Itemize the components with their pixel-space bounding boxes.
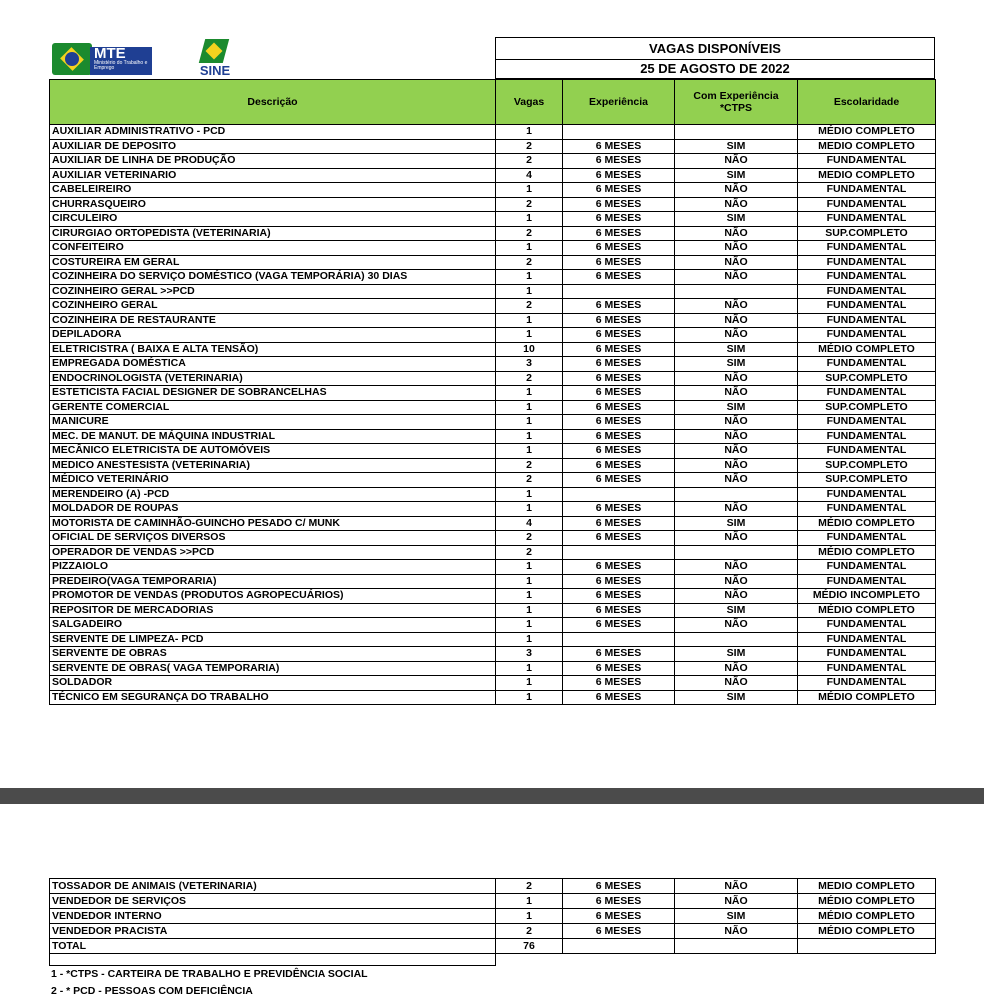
cell-experiencia: [563, 487, 675, 502]
cell-com-experiencia: NÃO: [675, 473, 798, 488]
cell-experiencia: [563, 939, 675, 954]
cell-experiencia: [563, 545, 675, 560]
cell-experiencia: 6 MESES: [563, 197, 675, 212]
cell-com-experiencia: NÃO: [675, 676, 798, 691]
blank-cell: [49, 951, 496, 966]
table-row: [50, 574, 936, 589]
cell-descricao: COZINHEIRA DE RESTAURANTE: [50, 313, 496, 328]
table-row: [50, 415, 936, 430]
table-row: [50, 487, 936, 502]
cell-experiencia: 6 MESES: [563, 357, 675, 372]
cell-descricao: ENDOCRINOLOGISTA (VETERINARIA): [50, 371, 496, 386]
cell-com-experiencia: SIM: [675, 647, 798, 662]
cell-experiencia: 6 MESES: [563, 647, 675, 662]
cell-vagas: 1: [496, 894, 563, 909]
table-row: [50, 328, 936, 343]
cell-descricao: SALGADEIRO: [50, 618, 496, 633]
cell-escolaridade: SUP.COMPLETO: [798, 371, 936, 386]
col-header-com-experiencia: Com Experiência *CTPS: [675, 80, 798, 125]
cell-descricao: TOTAL: [50, 939, 496, 954]
table-row: [50, 531, 936, 546]
cell-experiencia: 6 MESES: [563, 342, 675, 357]
cell-descricao: MERENDEIRO (A) -PCD: [50, 487, 496, 502]
cell-experiencia: [563, 125, 675, 140]
cell-vagas: 1: [496, 400, 563, 415]
cell-escolaridade: FUNDAMENTAL: [798, 531, 936, 546]
cell-escolaridade: FUNDAMENTAL: [798, 313, 936, 328]
table-row: [50, 125, 936, 140]
vacancies-table: [49, 79, 936, 705]
cell-escolaridade: FUNDAMENTAL: [798, 154, 936, 169]
cell-escolaridade: SUP.COMPLETO: [798, 226, 936, 241]
cell-vagas: 1: [496, 909, 563, 924]
cell-escolaridade: MÉDIO COMPLETO: [798, 545, 936, 560]
cell-vagas: 1: [496, 618, 563, 633]
cell-escolaridade: FUNDAMENTAL: [798, 270, 936, 285]
cell-vagas: 10: [496, 342, 563, 357]
cell-descricao: ESTETICISTA FACIAL DESIGNER DE SOBRANCELHAS: [50, 386, 496, 401]
cell-experiencia: 6 MESES: [563, 676, 675, 691]
table-row: [50, 270, 936, 285]
cell-vagas: 1: [496, 603, 563, 618]
table-row: [50, 357, 936, 372]
cell-com-experiencia: [675, 487, 798, 502]
cell-vagas: 1: [496, 676, 563, 691]
col-header-experiencia: Experiência: [563, 80, 675, 125]
cell-escolaridade: FUNDAMENTAL: [798, 487, 936, 502]
cell-com-experiencia: SIM: [675, 690, 798, 705]
cell-descricao: MÉDICO VETERINÁRIO: [50, 473, 496, 488]
cell-descricao: CHURRASQUEIRO: [50, 197, 496, 212]
cell-experiencia: 6 MESES: [563, 444, 675, 459]
cell-vagas: 2: [496, 255, 563, 270]
cell-escolaridade: FUNDAMENTAL: [798, 255, 936, 270]
table-row: [50, 690, 936, 705]
cell-escolaridade: MÉDIO COMPLETO: [798, 603, 936, 618]
cell-vagas: 2: [496, 531, 563, 546]
document-page-2: [0, 804, 984, 1008]
cell-vagas: 4: [496, 516, 563, 531]
cell-vagas: 2: [496, 226, 563, 241]
cell-vagas: 2: [496, 545, 563, 560]
table-row: [50, 183, 936, 198]
table-row: [50, 647, 936, 662]
table-row: [50, 255, 936, 270]
cell-com-experiencia: [675, 632, 798, 647]
cell-vagas: 2: [496, 154, 563, 169]
cell-vagas: 1: [496, 284, 563, 299]
cell-experiencia: 6 MESES: [563, 909, 675, 924]
cell-com-experiencia: NÃO: [675, 574, 798, 589]
cell-descricao: CIRURGIAO ORTOPEDISTA (VETERINARIA): [50, 226, 496, 241]
cell-escolaridade: FUNDAMENTAL: [798, 241, 936, 256]
cell-vagas: 2: [496, 473, 563, 488]
cell-escolaridade: FUNDAMENTAL: [798, 183, 936, 198]
table-row: [50, 342, 936, 357]
footnote-pcd: 2 - * PCD - PESSOAS COM DEFICIÊNCIA: [51, 985, 253, 997]
cell-vagas: 1: [496, 487, 563, 502]
cell-escolaridade: MÉDIO COMPLETO: [798, 690, 936, 705]
cell-experiencia: 6 MESES: [563, 328, 675, 343]
cell-descricao: TOSSADOR DE ANIMAIS (VETERINARIA): [50, 879, 496, 894]
logo-area: [49, 37, 495, 79]
cell-escolaridade: MEDIO COMPLETO: [798, 168, 936, 183]
cell-escolaridade: MÉDIO COMPLETO: [798, 909, 936, 924]
cell-experiencia: 6 MESES: [563, 560, 675, 575]
cell-descricao: VENDEDOR DE SERVIÇOS: [50, 894, 496, 909]
table-row: [50, 618, 936, 633]
table-row: [50, 284, 936, 299]
cell-descricao: MEC. DE MANUT. DE MÁQUINA INDUSTRIAL: [50, 429, 496, 444]
cell-escolaridade: SUP.COMPLETO: [798, 458, 936, 473]
cell-descricao: COZINHEIRA DO SERVIÇO DOMÉSTICO (VAGA TEMPORÁRIA) 30 DIAS: [50, 270, 496, 285]
cell-experiencia: 6 MESES: [563, 386, 675, 401]
cell-vagas: 1: [496, 415, 563, 430]
table-row: [50, 502, 936, 517]
cell-com-experiencia: NÃO: [675, 226, 798, 241]
table-row: [50, 212, 936, 227]
cell-descricao: TÉCNICO EM SEGURANÇA DO TRABALHO: [50, 690, 496, 705]
table-header-row: [50, 80, 936, 125]
cell-experiencia: 6 MESES: [563, 894, 675, 909]
cell-descricao: REPOSITOR DE MERCADORIAS: [50, 603, 496, 618]
cell-com-experiencia: [675, 125, 798, 140]
cell-escolaridade: [798, 939, 936, 954]
cell-descricao: OPERADOR DE VENDAS >>PCD: [50, 545, 496, 560]
cell-vagas: 2: [496, 139, 563, 154]
cell-experiencia: 6 MESES: [563, 415, 675, 430]
cell-escolaridade: FUNDAMENTAL: [798, 284, 936, 299]
cell-experiencia: 6 MESES: [563, 473, 675, 488]
cell-escolaridade: MÉDIO COMPLETO: [798, 516, 936, 531]
cell-experiencia: 6 MESES: [563, 516, 675, 531]
cell-escolaridade: SUP.COMPLETO: [798, 400, 936, 415]
cell-com-experiencia: [675, 284, 798, 299]
cell-com-experiencia: SIM: [675, 400, 798, 415]
table-row: [50, 516, 936, 531]
cell-descricao: PREDEIRO(VAGA TEMPORARIA): [50, 574, 496, 589]
table-row: [50, 603, 936, 618]
cell-com-experiencia: NÃO: [675, 560, 798, 575]
cell-experiencia: 6 MESES: [563, 531, 675, 546]
table-row: [50, 313, 936, 328]
cell-vagas: 1: [496, 212, 563, 227]
cell-escolaridade: FUNDAMENTAL: [798, 299, 936, 314]
cell-descricao: COZINHEIRO GERAL: [50, 299, 496, 314]
cell-vagas: 1: [496, 241, 563, 256]
cell-descricao: VENDEDOR INTERNO: [50, 909, 496, 924]
cell-com-experiencia: NÃO: [675, 299, 798, 314]
table-row: [50, 197, 936, 212]
cell-descricao: MEDICO ANESTESISTA (VETERINARIA): [50, 458, 496, 473]
table-row: [50, 154, 936, 169]
cell-vagas: 1: [496, 560, 563, 575]
cell-vagas: 1: [496, 328, 563, 343]
cell-descricao: SERVENTE DE LIMPEZA- PCD: [50, 632, 496, 647]
cell-experiencia: 6 MESES: [563, 255, 675, 270]
cell-vagas: 1: [496, 502, 563, 517]
footnote-ctps: 1 - *CTPS - CARTEIRA DE TRABALHO E PREVIDÊNCIA SOCIAL: [51, 968, 368, 980]
cell-com-experiencia: NÃO: [675, 618, 798, 633]
cell-descricao: MANICURE: [50, 415, 496, 430]
cell-com-experiencia: SIM: [675, 603, 798, 618]
cell-com-experiencia: NÃO: [675, 255, 798, 270]
cell-descricao: AUXILIAR VETERINARIO: [50, 168, 496, 183]
cell-vagas: 2: [496, 299, 563, 314]
cell-descricao: OFICIAL DE SERVIÇOS DIVERSOS: [50, 531, 496, 546]
col-header-escolaridade: Escolaridade: [798, 80, 936, 125]
cell-com-experiencia: SIM: [675, 357, 798, 372]
cell-experiencia: 6 MESES: [563, 400, 675, 415]
table-row: [50, 924, 936, 939]
cell-vagas: 2: [496, 879, 563, 894]
cell-escolaridade: FUNDAMENTAL: [798, 386, 936, 401]
cell-descricao: MOLDADOR DE ROUPAS: [50, 502, 496, 517]
cell-descricao: AUXILIAR ADMINISTRATIVO - PCD: [50, 125, 496, 140]
cell-escolaridade: SUP.COMPLETO: [798, 473, 936, 488]
cell-descricao: CABELEIREIRO: [50, 183, 496, 198]
brazil-flag-icon: [52, 43, 92, 75]
cell-descricao: GERENTE COMERCIAL: [50, 400, 496, 415]
cell-com-experiencia: NÃO: [675, 371, 798, 386]
cell-experiencia: 6 MESES: [563, 183, 675, 198]
cell-com-experiencia: NÃO: [675, 458, 798, 473]
cell-experiencia: 6 MESES: [563, 154, 675, 169]
cell-vagas: 1: [496, 632, 563, 647]
cell-com-experiencia: NÃO: [675, 313, 798, 328]
cell-experiencia: [563, 284, 675, 299]
footnotes: [51, 966, 368, 1000]
cell-com-experiencia: NÃO: [675, 328, 798, 343]
cell-com-experiencia: SIM: [675, 139, 798, 154]
table-row: [50, 473, 936, 488]
cell-com-experiencia: NÃO: [675, 924, 798, 939]
cell-experiencia: 6 MESES: [563, 371, 675, 386]
cell-descricao: ELETRICISTRA ( BAIXA E ALTA TENSÃO): [50, 342, 496, 357]
cell-descricao: DEPILADORA: [50, 328, 496, 343]
cell-experiencia: 6 MESES: [563, 589, 675, 604]
cell-escolaridade: FUNDAMENTAL: [798, 661, 936, 676]
cell-vagas: 1: [496, 270, 563, 285]
cell-descricao: MOTORISTA DE CAMINHÃO-GUINCHO PESADO C/ MUNK: [50, 516, 496, 531]
cell-escolaridade: MEDIO COMPLETO: [798, 139, 936, 154]
table-row: [50, 458, 936, 473]
cell-experiencia: 6 MESES: [563, 924, 675, 939]
cell-vagas: 1: [496, 429, 563, 444]
vacancies-table-continued: [49, 878, 936, 954]
cell-com-experiencia: NÃO: [675, 415, 798, 430]
table-row: [50, 909, 936, 924]
title-box: [495, 37, 935, 79]
cell-experiencia: 6 MESES: [563, 139, 675, 154]
cell-escolaridade: FUNDAMENTAL: [798, 560, 936, 575]
cell-descricao: COSTUREIRA EM GERAL: [50, 255, 496, 270]
cell-com-experiencia: NÃO: [675, 154, 798, 169]
table-row: [50, 299, 936, 314]
cell-vagas: 3: [496, 647, 563, 662]
cell-com-experiencia: NÃO: [675, 661, 798, 676]
mte-logo-subtitle: Ministério do Trabalho e Emprego: [94, 60, 148, 71]
cell-escolaridade: MÉDIO COMPLETO: [798, 125, 936, 140]
table-row: [50, 661, 936, 676]
cell-experiencia: 6 MESES: [563, 690, 675, 705]
cell-experiencia: [563, 632, 675, 647]
cell-com-experiencia: SIM: [675, 909, 798, 924]
page-separator: [0, 788, 984, 804]
table-row: [50, 386, 936, 401]
cell-descricao: VENDEDOR PRACISTA: [50, 924, 496, 939]
mte-logo-text: MTE: [94, 45, 126, 62]
cell-experiencia: 6 MESES: [563, 168, 675, 183]
cell-vagas: 4: [496, 168, 563, 183]
cell-descricao: CIRCULEIRO: [50, 212, 496, 227]
cell-com-experiencia: NÃO: [675, 589, 798, 604]
cell-escolaridade: FUNDAMENTAL: [798, 502, 936, 517]
cell-descricao: PROMOTOR DE VENDAS (PRODUTOS AGROPECUÁRIOS): [50, 589, 496, 604]
cell-escolaridade: FUNDAMENTAL: [798, 647, 936, 662]
cell-com-experiencia: NÃO: [675, 386, 798, 401]
cell-com-experiencia: [675, 939, 798, 954]
table-row: [50, 879, 936, 894]
cell-com-experiencia: SIM: [675, 342, 798, 357]
cell-experiencia: 6 MESES: [563, 226, 675, 241]
cell-vagas: 1: [496, 589, 563, 604]
table-row: [50, 139, 936, 154]
table-row: [50, 545, 936, 560]
cell-escolaridade: FUNDAMENTAL: [798, 618, 936, 633]
cell-descricao: MECÂNICO ELETRICISTA DE AUTOMÓVEIS: [50, 444, 496, 459]
table-row: [50, 371, 936, 386]
table-row: [50, 168, 936, 183]
table-row: [50, 894, 936, 909]
cell-experiencia: 6 MESES: [563, 299, 675, 314]
cell-descricao: COZINHEIRO GERAL >>PCD: [50, 284, 496, 299]
cell-com-experiencia: NÃO: [675, 879, 798, 894]
cell-vagas: 1: [496, 690, 563, 705]
cell-vagas: 2: [496, 924, 563, 939]
cell-experiencia: 6 MESES: [563, 618, 675, 633]
cell-escolaridade: FUNDAMENTAL: [798, 632, 936, 647]
cell-descricao: EMPREGADA DOMÉSTICA: [50, 357, 496, 372]
cell-experiencia: 6 MESES: [563, 270, 675, 285]
cell-com-experiencia: NÃO: [675, 183, 798, 198]
cell-vagas: 1: [496, 661, 563, 676]
cell-descricao: SERVENTE DE OBRAS: [50, 647, 496, 662]
cell-com-experiencia: NÃO: [675, 241, 798, 256]
cell-escolaridade: FUNDAMENTAL: [798, 415, 936, 430]
cell-descricao: AUXILIAR DE LINHA DE PRODUÇÃO: [50, 154, 496, 169]
page-title: VAGAS DISPONÍVEIS: [496, 38, 934, 60]
cell-descricao: SOLDADOR: [50, 676, 496, 691]
cell-experiencia: 6 MESES: [563, 458, 675, 473]
cell-escolaridade: FUNDAMENTAL: [798, 197, 936, 212]
table-row: [50, 560, 936, 575]
cell-vagas: 1: [496, 183, 563, 198]
cell-com-experiencia: NÃO: [675, 894, 798, 909]
document-header: [49, 37, 935, 79]
cell-com-experiencia: NÃO: [675, 502, 798, 517]
cell-escolaridade: MÉDIO INCOMPLETO: [798, 589, 936, 604]
table-row: [50, 589, 936, 604]
col-header-vagas: Vagas: [496, 80, 563, 125]
cell-vagas: 2: [496, 197, 563, 212]
cell-experiencia: 6 MESES: [563, 879, 675, 894]
page-date: 25 DE AGOSTO DE 2022: [640, 61, 790, 76]
cell-vagas: 1: [496, 444, 563, 459]
cell-com-experiencia: NÃO: [675, 531, 798, 546]
cell-experiencia: 6 MESES: [563, 313, 675, 328]
mte-logo: [52, 43, 152, 75]
cell-com-experiencia: NÃO: [675, 197, 798, 212]
cell-escolaridade: MÉDIO COMPLETO: [798, 924, 936, 939]
table-row: [50, 632, 936, 647]
cell-vagas: 1: [496, 125, 563, 140]
cell-experiencia: 6 MESES: [563, 241, 675, 256]
cell-com-experiencia: NÃO: [675, 270, 798, 285]
cell-descricao: CONFEITEIRO: [50, 241, 496, 256]
cell-escolaridade: FUNDAMENTAL: [798, 328, 936, 343]
cell-experiencia: 6 MESES: [563, 574, 675, 589]
cell-vagas: 1: [496, 574, 563, 589]
cell-com-experiencia: SIM: [675, 516, 798, 531]
sine-mark-icon: [202, 39, 226, 63]
table-row: [50, 676, 936, 691]
table-row: [50, 226, 936, 241]
cell-com-experiencia: NÃO: [675, 429, 798, 444]
cell-escolaridade: MÉDIO COMPLETO: [798, 342, 936, 357]
cell-experiencia: 6 MESES: [563, 603, 675, 618]
cell-descricao: SERVENTE DE OBRAS( VAGA TEMPORARIA): [50, 661, 496, 676]
cell-com-experiencia: [675, 545, 798, 560]
cell-experiencia: 6 MESES: [563, 212, 675, 227]
cell-escolaridade: FUNDAMENTAL: [798, 212, 936, 227]
table-row: [50, 241, 936, 256]
col-header-descricao: Descrição: [50, 80, 496, 125]
cell-escolaridade: FUNDAMENTAL: [798, 574, 936, 589]
table-row: [50, 444, 936, 459]
cell-com-experiencia: SIM: [675, 168, 798, 183]
cell-escolaridade: FUNDAMENTAL: [798, 429, 936, 444]
cell-escolaridade: MÉDIO COMPLETO: [798, 894, 936, 909]
cell-descricao: AUXILIAR DE DEPOSITO: [50, 139, 496, 154]
cell-descricao: PIZZAIOLO: [50, 560, 496, 575]
cell-vagas: 1: [496, 313, 563, 328]
cell-vagas: 1: [496, 386, 563, 401]
cell-vagas: 2: [496, 458, 563, 473]
cell-escolaridade: FUNDAMENTAL: [798, 444, 936, 459]
cell-escolaridade: FUNDAMENTAL: [798, 357, 936, 372]
cell-escolaridade: MEDIO COMPLETO: [798, 879, 936, 894]
cell-escolaridade: FUNDAMENTAL: [798, 676, 936, 691]
cell-vagas: 3: [496, 357, 563, 372]
table-row: [50, 429, 936, 444]
cell-com-experiencia: NÃO: [675, 444, 798, 459]
cell-vagas: 76: [496, 939, 563, 954]
cell-experiencia: 6 MESES: [563, 661, 675, 676]
cell-experiencia: 6 MESES: [563, 502, 675, 517]
cell-experiencia: 6 MESES: [563, 429, 675, 444]
sine-logo: [194, 39, 236, 79]
cell-com-experiencia: SIM: [675, 212, 798, 227]
table-row: [50, 400, 936, 415]
sine-logo-text: SINE: [199, 63, 231, 78]
cell-vagas: 2: [496, 371, 563, 386]
